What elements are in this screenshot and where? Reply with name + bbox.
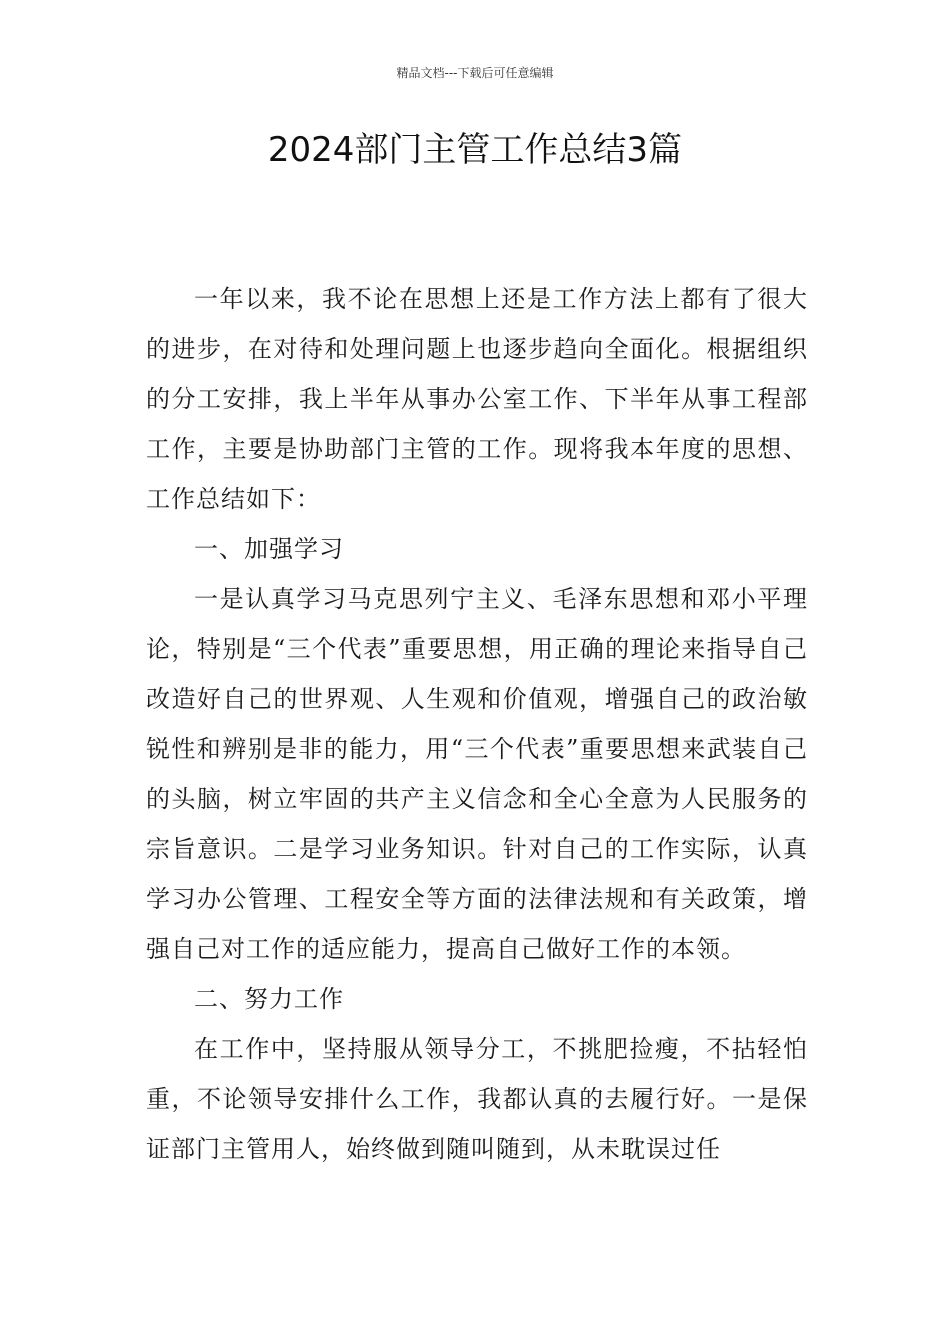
paragraph-study: 一是认真学习马克思列宁主义、毛泽东思想和邓小平理论，特别是“三个代表”重要思想，用正确的理论来指导自己改造好自己的世界观、人生观和价值观，增强自己的政治敏锐性和辨别是非的能力，用“三个代表”重要思想来武装自己的头脑，树立牢固的共产主义信念和全心全意为人民服务的宗旨意识。二是学习业务知识。针对自己的工作实际，认真学习办公管理、工程安全等方面的法律法规和有关政策，增强自己对工作的适应能力，提高自己做好工作的本领。 — [146, 585, 808, 963]
paragraph-intro: 一年以来，我不论在思想上还是工作方法上都有了很大的进步，在对待和处理问题上也逐步趋向全面化。根据组织的分工安排，我上半年从事办公室工作、下半年从事工程部工作，主要是协助部门主管的工作。现将我本年度的思想、工作总结如下： — [146, 285, 808, 513]
section-heading-2: 二、努力工作 — [194, 985, 344, 1013]
section-heading-1: 一、加强学习 — [194, 535, 344, 563]
paragraph-work: 在工作中，坚持服从领导分工，不挑肥捡瘦，不拈轻怕重，不论领导安排什么工作，我都认真的去履行好。一是保证部门主管用人，始终做到随叫随到，从未耽误过任 — [146, 1035, 808, 1163]
document-title: 2024部门主管工作总结3篇 — [267, 130, 683, 170]
header-note: 精品文档---下载后可任意编辑 — [396, 66, 554, 80]
document-body — [146, 274, 808, 1174]
